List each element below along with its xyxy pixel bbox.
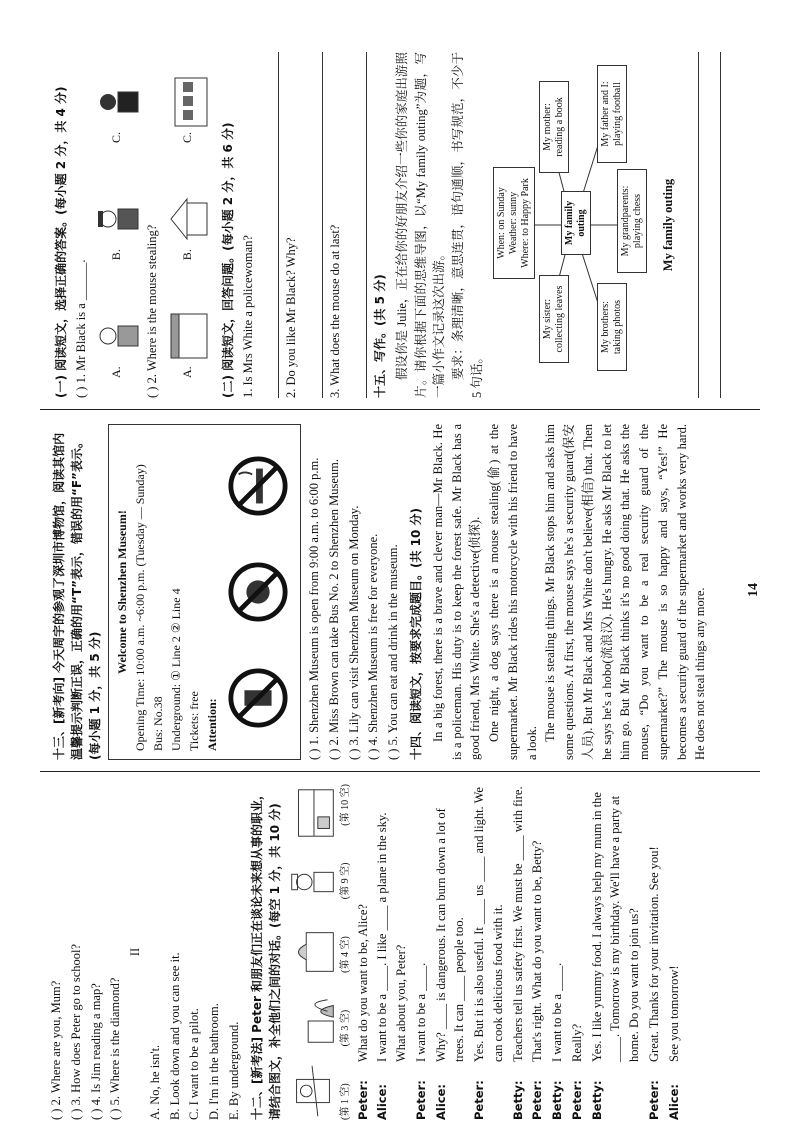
question-line: ( ) 3. How does Peter go to school? <box>68 943 83 1120</box>
answer-line[interactable] <box>260 52 279 398</box>
qa-question: 3. What does the mouse do at last? <box>328 224 342 398</box>
option-line: D. I'm in the bathroom. <box>207 1003 221 1120</box>
notice-title: Welcome to Shenzhen Museum! <box>115 510 129 674</box>
tf-question: ( ) 2. Miss Brown can take Bus No. 2 to Shenzhen Museum. <box>326 458 341 760</box>
dialogue-line <box>373 784 411 1120</box>
utterance: See you tomorrow! <box>666 965 681 1062</box>
option-line: C. I want to be a pilot. <box>187 1008 202 1120</box>
choice-options <box>163 52 213 398</box>
option-letter: B. <box>108 249 123 261</box>
part-1-heading: (一) 阅读短文，选择正确的答案。(每小题 2 分，共 4 分) <box>54 86 68 398</box>
notice-line: Tickets: free <box>187 691 201 751</box>
answer-line[interactable] <box>348 52 367 398</box>
guard-picture <box>94 72 140 132</box>
writing-requirement: 要求：条理清晰，意思连贯，语句通顺，书写规范，不少于 5 句话。 <box>451 52 484 398</box>
roman-numeral: II <box>128 947 142 957</box>
option-b <box>165 189 211 260</box>
no-smoking-icon <box>227 455 294 517</box>
option-letter: B. <box>179 249 194 261</box>
column-divider <box>40 409 760 410</box>
utterance: Great. Thanks for your invitation. See you! <box>646 846 661 1062</box>
dialogue-line <box>665 784 684 1120</box>
question-line: ( ) 4. Is Jim reading a map? <box>88 983 103 1120</box>
option-line: E. By underground. <box>226 1021 241 1120</box>
answer-line[interactable] <box>304 52 323 398</box>
question-line: ( ) 5. Where is the diamond? <box>108 977 123 1120</box>
museum-notice <box>108 424 301 760</box>
speaker: Peter: <box>413 1080 428 1120</box>
story-paragraph: One night, a dog says there is a mouse stealing(偷) at the supermarket. Mr Black rides his motorcycle with his friend to have a look. <box>487 424 539 760</box>
speaker: Peter: <box>472 1080 486 1120</box>
firefighter-picture <box>288 993 338 1051</box>
speaker: Alice: <box>375 1084 390 1120</box>
notice-line: Opening Time: 10:00 a.m. ~6:00 p.m. (Tuesday — Sunday) <box>133 464 147 751</box>
house-picture <box>165 189 211 249</box>
utterance: I want to be a ____. I like ____ a plane in the sky. What about you, Peter? <box>375 812 408 1062</box>
dialogue-line <box>528 784 547 1120</box>
pilot-picture <box>288 1062 338 1120</box>
column-middle <box>46 424 746 760</box>
section-13-heading: 十三、[新考向] 今天周宇的参观了深圳市博物馆，阅读其馆内温馨提示判断正误，正确的用“T”表示，错误的用“F”表示。(每小题 1 分，共 5 分) <box>52 432 102 760</box>
utterance: That's right. What do you want to be, Betty? <box>530 840 545 1062</box>
qa-question: 2. Do you like Mr Black? Why? <box>284 237 299 398</box>
mind-map-when: When: on Sunday Weather: sunny Where: to Happy Park <box>493 167 535 279</box>
picture-label: (第 1 空) <box>339 1083 351 1120</box>
exam-sheet <box>34 40 766 1132</box>
notice-line: Underground: ① Line 2 ② Line 4 <box>169 588 183 751</box>
option-line: B. Look down and you can see it. <box>167 952 182 1120</box>
section-14-heading: 十四、阅读短文，按要求完成题目。(共 10 分) <box>408 507 423 760</box>
choice-question: ( ) 1. Mr Black is a ______. <box>74 259 88 398</box>
dialogue-line <box>470 784 508 1120</box>
speaker: Peter: <box>355 1080 370 1120</box>
speaker: Peter: <box>569 1080 584 1120</box>
speaker: Betty: <box>550 1080 564 1120</box>
dialogue-line <box>412 784 431 1120</box>
column-left <box>46 784 746 1120</box>
option-letter: A. <box>108 366 123 378</box>
utterance: I want to be a ____. <box>413 962 428 1062</box>
section-12-heading: 十二、[新考法] Peter 和朋友们正在谈论未来想从事的职业，请结合图文，补全他们之间的对话。(每空 1 分，共 10 分) <box>249 787 282 1120</box>
utterance: Why? ____ is dangerous. It can burn down a lot of trees. It can ____ people too. <box>433 808 467 1062</box>
policeman-picture <box>94 189 140 249</box>
picture-label: (第 10 空) <box>339 784 351 826</box>
utterance: Teachers tell us safety first. We must be ____ with fire. <box>510 786 525 1062</box>
detective-picture <box>94 306 140 366</box>
option-a <box>94 306 140 378</box>
outing-title: My family outing <box>660 178 675 272</box>
fire-picture <box>288 923 338 981</box>
tf-question: ( ) 3. Lily can visit Shenzhen Museum on Monday. <box>346 505 361 760</box>
column-divider <box>40 771 760 772</box>
section-15-heading: 十五、写作。(共 5 分) <box>372 274 387 398</box>
kitchen-picture <box>288 784 338 842</box>
speaker: Peter: <box>646 1080 661 1120</box>
option-line: A. No, he isn't. <box>147 1044 162 1120</box>
dialogue-line <box>548 784 567 1120</box>
dialogue-line <box>354 784 373 1120</box>
speaker: Betty: <box>589 1080 604 1120</box>
story-paragraph: The mouse is stealing things. Mr Black stops him and asks him some questions. At first, the mouse says he's a security guard(保安人员). But Mr Black and Mrs White don't believe(相信) that. Then he says he's a hobo(流浪汉). He's hungry. He asks Mr Black to let him go. But Mr Black thinks it's no good doing that. He asks the mouse, “Do you want to be a real security guard of the supermarket?” The mouse is so happy and says, “Yes!” He becomes a security guard of the supermarket and works very hard. He does not steal things any more. <box>543 424 708 760</box>
option-c <box>165 72 211 143</box>
option-letter: A. <box>179 366 194 378</box>
option-letter: C. <box>108 132 123 144</box>
qa-question: 1. Is Mrs White a policewoman? <box>240 235 255 398</box>
mind-map <box>493 65 653 385</box>
dialogue-line <box>509 784 528 1120</box>
tf-question: ( ) 1. Shenzhen Museum is open from 9:00 a.m. to 6:00 p.m. <box>307 457 321 760</box>
part-2-heading: (二) 阅读短文，回答问题。(每小题 2 分，共 6 分) <box>220 122 235 398</box>
utterance: Really? <box>569 1023 584 1062</box>
writing-line[interactable] <box>702 52 721 398</box>
notice-line: Attention: <box>205 698 219 751</box>
utterance: I want to be a ____. <box>550 962 564 1062</box>
supermarket-picture <box>165 72 211 132</box>
option-c <box>94 72 140 143</box>
dialogue <box>354 784 684 1120</box>
option-a <box>165 306 211 378</box>
job-pictures <box>288 784 338 1120</box>
cook-picture <box>288 854 338 912</box>
column-right <box>46 52 746 398</box>
mind-map-center: My family outing <box>561 191 591 255</box>
tf-question: ( ) 4. Shenzhen Museum is free for everyone. <box>366 533 381 760</box>
utterance: What do you want to be, Alice? <box>355 904 370 1062</box>
picture-label: (第 3 空) <box>339 1009 351 1047</box>
dialogue-line <box>432 784 470 1120</box>
mind-map-sister: My sister: collecting leaves <box>539 275 569 363</box>
utterance: Yes. But it is also useful. It ____ us ____ and light. We can cook delicious food with it. <box>472 787 505 1062</box>
mind-map-father: My father and I: playing football <box>597 65 627 163</box>
choice-options <box>92 52 142 398</box>
mind-map-mother: My mother: reading a book <box>539 81 569 173</box>
utterance: Yes. I like yummy food. I always help my mum in the ____. Tomorrow is my birthday. We'll have a party at home. Do you want to join us? <box>589 792 641 1062</box>
mind-map-brothers: My brothers: taking photos <box>597 283 627 371</box>
dialogue-line <box>588 784 644 1120</box>
picture-labels <box>338 784 353 1120</box>
picture-label: (第 4 空) <box>339 936 351 973</box>
page-number: 14 <box>746 583 761 597</box>
notice-line: Bus: No.38 <box>151 696 165 751</box>
speaker: Betty: <box>510 1080 525 1120</box>
tf-question: ( ) 5. You can eat and drink in the museum. <box>386 544 400 760</box>
attention-signs <box>227 433 294 751</box>
writing-prompt: 假设你是 Julie，正在给你的好朋友介绍一些你的家庭出游照片。请你根据下面的思维导图，以“My family outing”为题，写一篇小作文记录这次出游。 <box>394 52 447 398</box>
shop-picture <box>165 306 211 366</box>
dialogue-line <box>568 784 587 1120</box>
speaker: Alice: <box>666 1084 681 1120</box>
speaker: Alice: <box>433 1084 448 1120</box>
writing-line[interactable] <box>680 52 699 398</box>
story-paragraph: In a big forest, there is a brave and clever man—Mr Black. He is a policeman. His duty is to keep the forest safe. Mr Black has a good friend, Mrs White. She's a detective(侦探). <box>430 424 483 760</box>
question-line: ( ) 2. Where are you, Mum? <box>49 980 63 1120</box>
no-drinking-icon <box>227 667 294 729</box>
speaker: Peter: <box>530 1080 545 1120</box>
no-food-icon <box>227 561 294 623</box>
choice-question: ( ) 2. Where is the mouse stealing? <box>144 224 159 398</box>
dialogue-line <box>645 784 664 1120</box>
option-b <box>94 189 140 260</box>
mind-map-grandparents: My grandparents: playing chess <box>617 169 647 273</box>
option-letter: C. <box>179 132 194 144</box>
picture-label: (第 9 空) <box>339 862 351 900</box>
